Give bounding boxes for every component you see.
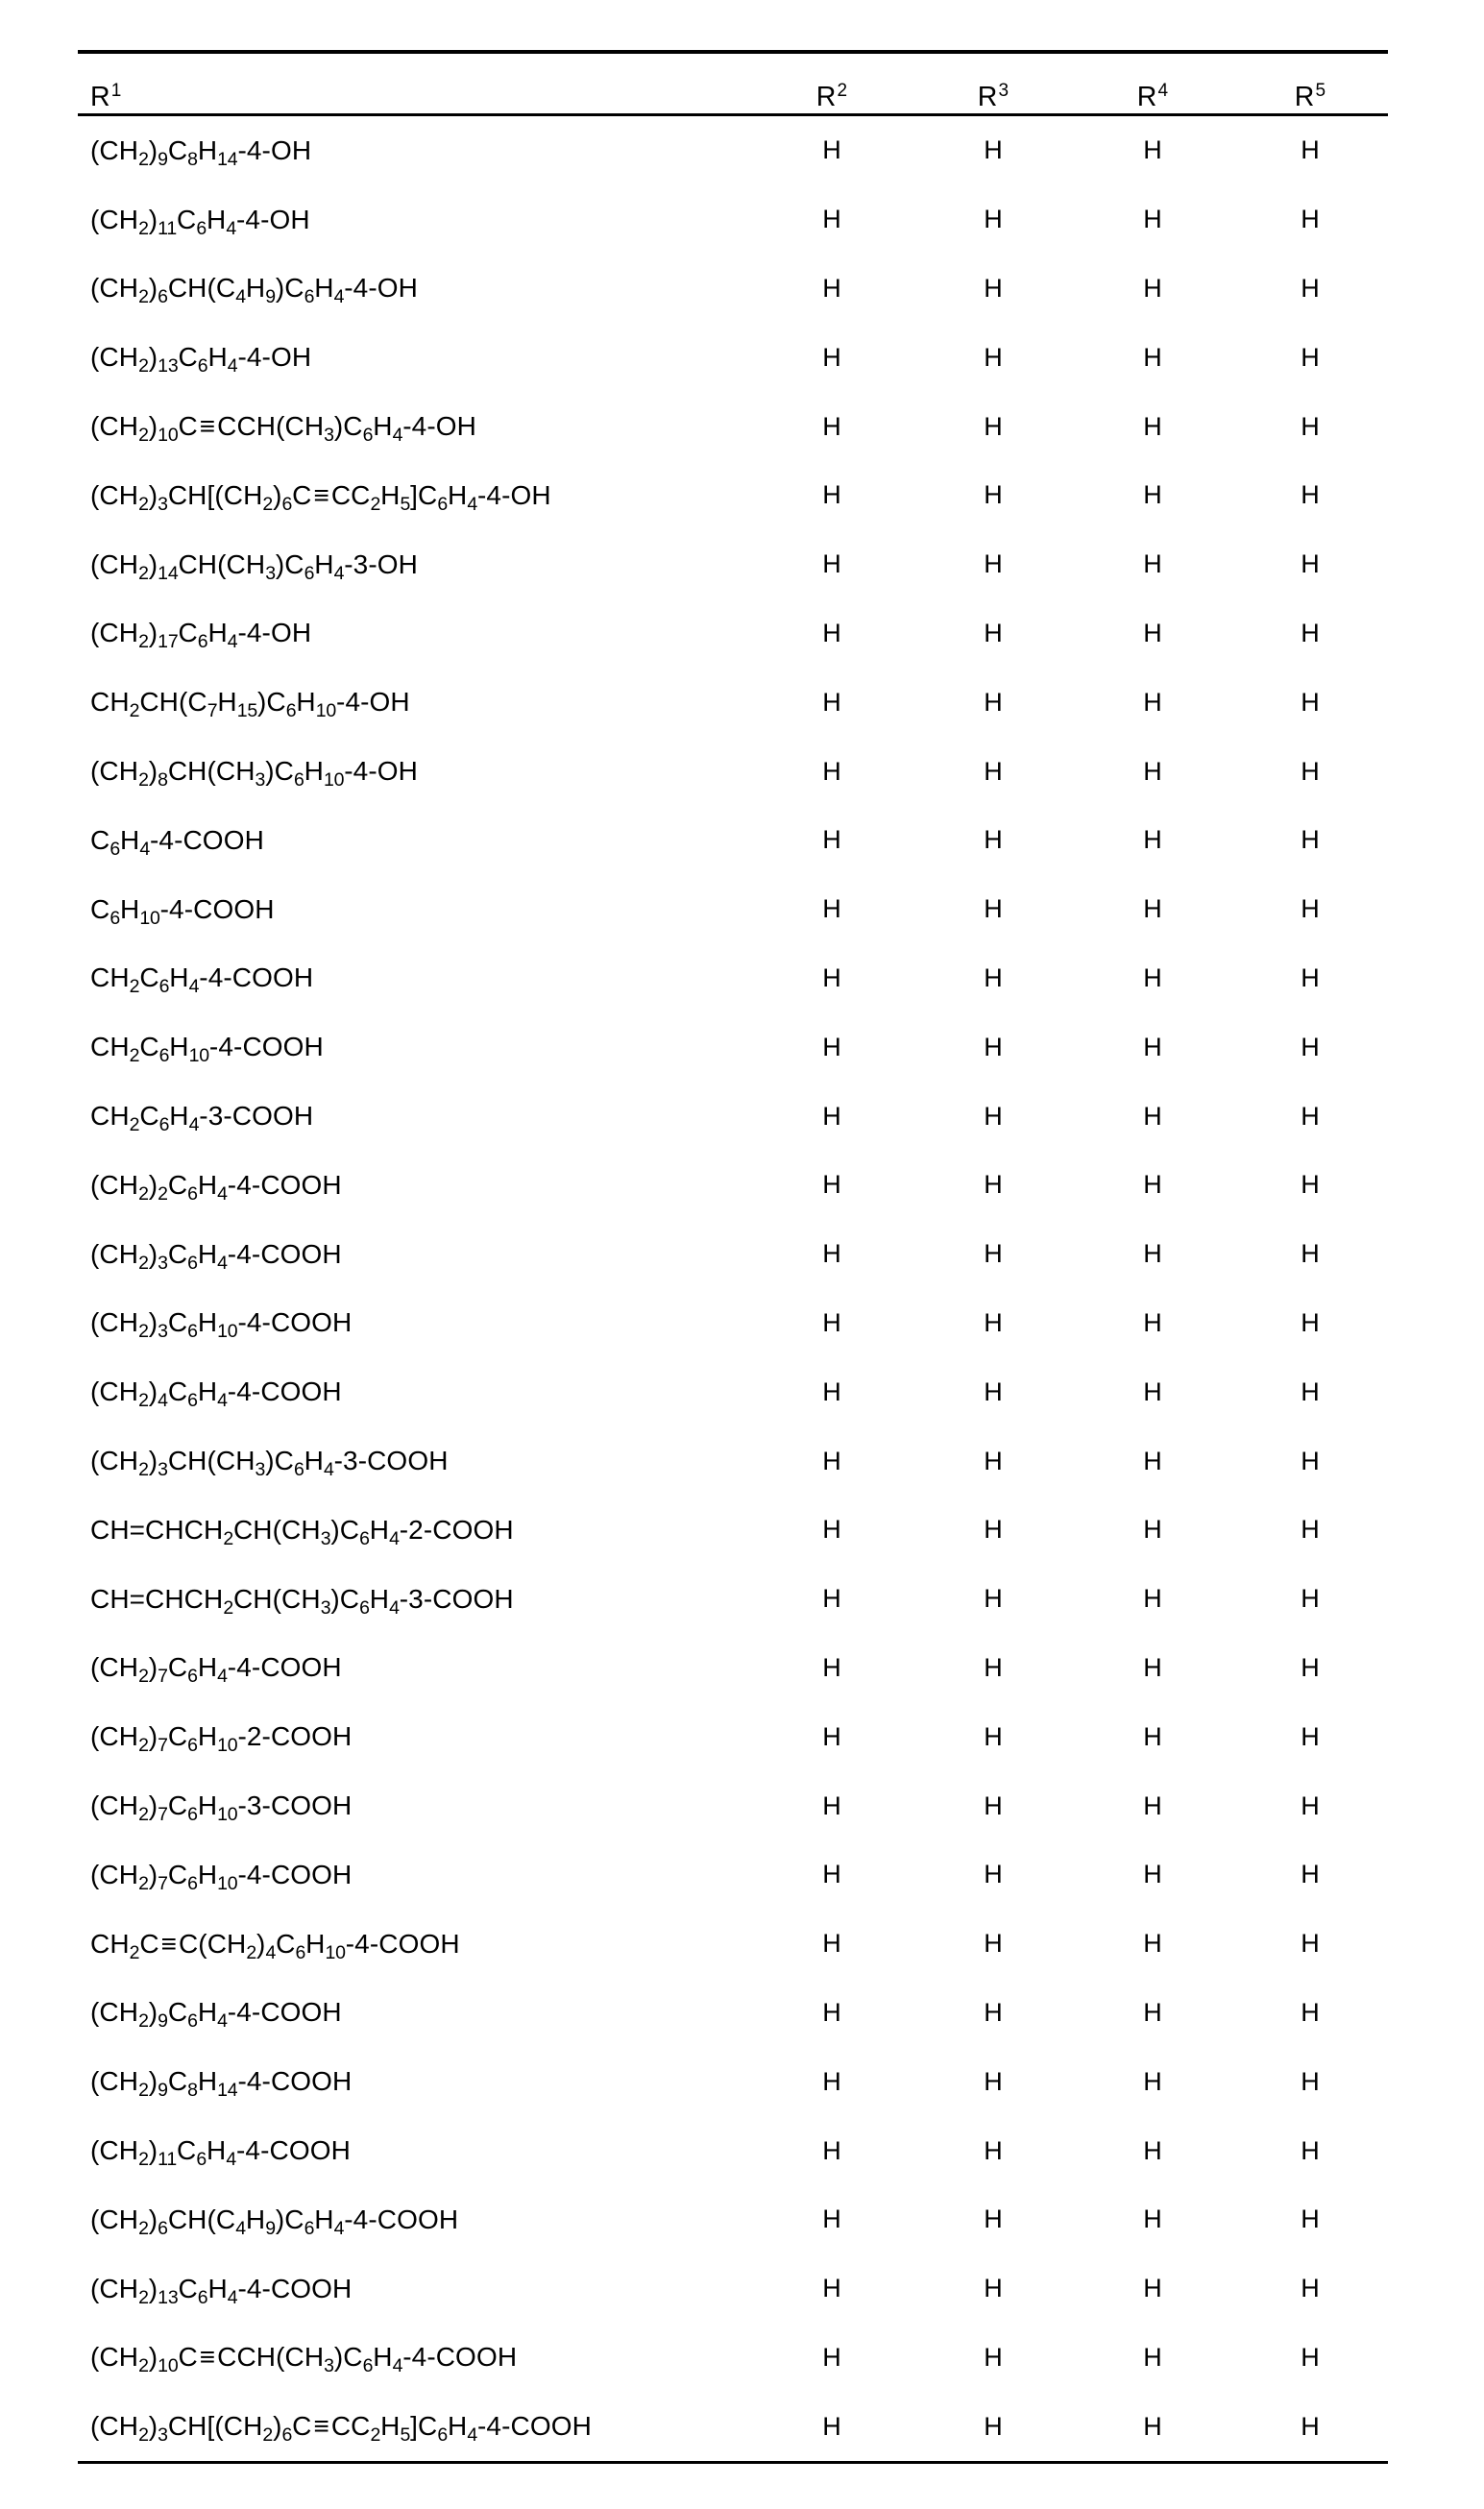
table-row	[78, 1702, 1388, 1771]
cell-r3: H	[984, 480, 1003, 510]
chemical-formula: $(CH_2)_{11}C_6H_4-4$-COOH	[90, 2135, 351, 2170]
cell-r4: H	[1143, 756, 1162, 786]
cell-r4: H	[1143, 549, 1162, 579]
cell-r4: H	[1143, 962, 1162, 992]
cell-r5: H	[1301, 687, 1320, 717]
table-header-row	[78, 54, 1388, 113]
chemical-formula: $CH=CHCH_2CH(CH_3)C_6H_4-2$-COOH	[90, 1514, 514, 1549]
cell-r2: H	[822, 411, 841, 441]
cell-r2: H	[822, 1101, 841, 1131]
cell-r5: H	[1301, 962, 1320, 992]
cell-r4: H	[1143, 687, 1162, 717]
cell-r4: H	[1143, 205, 1162, 234]
column-header-r2-label: $R^2$	[815, 80, 848, 112]
table-row	[78, 1634, 1388, 1703]
cell-r3: H	[984, 1032, 1003, 1061]
table-row	[78, 2392, 1388, 2461]
cell-r5: H	[1301, 1446, 1320, 1475]
cell-r2: H	[822, 756, 841, 786]
cell-r5: H	[1301, 1860, 1320, 1889]
chemical-formula: $(CH_2)_{13}C_6H_4-4$-COOH	[90, 2273, 353, 2308]
chemical-formula: $C_6H_4-4$-COOH	[90, 824, 264, 860]
cell-r1	[78, 323, 750, 392]
cell-r1	[78, 2324, 750, 2393]
cell-r3: H	[984, 1170, 1003, 1200]
cell-r4: H	[1143, 2342, 1162, 2372]
cell-r1	[78, 116, 750, 185]
chemical-formula: $(CH_2)_7C_6H_4-4$-COOH	[90, 1652, 342, 1688]
table-row	[78, 1840, 1388, 1910]
cell-r1	[78, 668, 750, 737]
cell-r1	[78, 737, 750, 806]
table-row	[78, 1910, 1388, 1979]
table-row	[78, 668, 1388, 737]
cell-r3: H	[984, 2274, 1003, 2303]
table-row	[78, 530, 1388, 599]
chemical-formula: $(CH_2)_{13}C_6H_4-4-OH$	[90, 342, 312, 378]
table-row	[78, 2324, 1388, 2393]
table-footer	[78, 2461, 1388, 2464]
cell-r2: H	[822, 962, 841, 992]
cell-r5: H	[1301, 205, 1320, 234]
cell-r4: H	[1143, 2205, 1162, 2234]
cell-r2: H	[822, 825, 841, 855]
table-row	[78, 806, 1388, 875]
cell-r2: H	[822, 2066, 841, 2096]
table-row	[78, 2047, 1388, 2116]
cell-r5: H	[1301, 825, 1320, 855]
cell-r3: H	[984, 1929, 1003, 1959]
cell-r1	[78, 1220, 750, 1289]
table-header	[78, 50, 1388, 116]
table-row	[78, 2185, 1388, 2254]
cell-r2: H	[822, 1446, 841, 1475]
cell-r1	[78, 1012, 750, 1082]
cell-r4: H	[1143, 1101, 1162, 1131]
table-bottom-rule	[78, 2461, 1388, 2464]
cell-r1	[78, 1771, 750, 1840]
chemical-formula: $(CH_2)_3CH(CH_3)C_6H_4-3$-COOH	[90, 1446, 449, 1481]
cell-r4: H	[1143, 480, 1162, 510]
cell-r4: H	[1143, 1929, 1162, 1959]
cell-r2: H	[822, 618, 841, 647]
cell-r5: H	[1301, 1721, 1320, 1751]
cell-r2: H	[822, 135, 841, 165]
cell-r3: H	[984, 342, 1003, 372]
cell-r4: H	[1143, 2274, 1162, 2303]
chemical-formula: $(CH_2)_{10}C\equiv CCH(CH_3)C_6H_4-4$-COOH	[90, 2342, 518, 2377]
table-row	[78, 737, 1388, 806]
table-row	[78, 1357, 1388, 1426]
cell-r1	[78, 1565, 750, 1634]
substituent-table	[78, 50, 1388, 2464]
cell-r2: H	[822, 1929, 841, 1959]
chemical-formula: $(CH_2)_{14}CH(CH_3)C_6H_4-3-OH$	[90, 548, 418, 584]
cell-r5: H	[1301, 618, 1320, 647]
column-header-r4-label: $R^4$	[1136, 80, 1169, 112]
cell-r4: H	[1143, 825, 1162, 855]
table-row	[78, 255, 1388, 324]
chemical-formula: $(CH_2)_{11}C_6H_4-4-OH$	[90, 204, 310, 239]
cell-r2: H	[822, 1376, 841, 1406]
table-row	[78, 461, 1388, 530]
header-superscript: 1	[110, 80, 122, 101]
cell-r4: H	[1143, 135, 1162, 165]
cell-r5: H	[1301, 480, 1320, 510]
cell-r3: H	[984, 1997, 1003, 2027]
chemical-formula: $(CH_2)_7C_6H_{10}-2$-COOH	[90, 1721, 353, 1757]
cell-r4: H	[1143, 1860, 1162, 1889]
cell-r5: H	[1301, 1170, 1320, 1200]
chemical-formula: $(CH_2)_6CH(C_4H_9)C_6H_4-4$-COOH	[90, 2204, 459, 2239]
cell-r2: H	[822, 273, 841, 303]
cell-r1	[78, 1979, 750, 2048]
cell-r5: H	[1301, 2411, 1320, 2441]
cell-r1	[78, 1496, 750, 1565]
column-header-r3	[913, 54, 1073, 113]
cell-r5: H	[1301, 1376, 1320, 1406]
cell-r5: H	[1301, 1239, 1320, 1269]
cell-r5: H	[1301, 1101, 1320, 1131]
cell-r2: H	[822, 1860, 841, 1889]
cell-r2: H	[822, 687, 841, 717]
cell-r3: H	[984, 825, 1003, 855]
cell-r3: H	[984, 205, 1003, 234]
cell-r1	[78, 2254, 750, 2324]
cell-r2: H	[822, 1584, 841, 1614]
cell-r4: H	[1143, 273, 1162, 303]
cell-r4: H	[1143, 618, 1162, 647]
cell-r3: H	[984, 756, 1003, 786]
cell-r3: H	[984, 273, 1003, 303]
cell-r5: H	[1301, 411, 1320, 441]
cell-r3: H	[984, 1101, 1003, 1131]
cell-r4: H	[1143, 2135, 1162, 2165]
cell-r3: H	[984, 618, 1003, 647]
chemical-formula: $(CH_2)_3CH[(CH_2)_6C\equiv CC_2H_5]C_6H_4-4$-COOH	[90, 2411, 592, 2447]
chemical-formula: $CH_2C_6H_4-3$-COOH	[90, 1101, 314, 1136]
cell-r5: H	[1301, 2135, 1320, 2165]
table-row	[78, 392, 1388, 461]
cell-r5: H	[1301, 894, 1320, 924]
cell-r4: H	[1143, 2066, 1162, 2096]
cell-r2: H	[822, 2411, 841, 2441]
cell-r1	[78, 875, 750, 944]
header-superscript: 5	[1315, 80, 1326, 101]
column-header-r1	[78, 54, 750, 113]
cell-r2: H	[822, 894, 841, 924]
cell-r5: H	[1301, 1515, 1320, 1545]
cell-r3: H	[984, 687, 1003, 717]
cell-r1	[78, 255, 750, 324]
table-row	[78, 944, 1388, 1013]
cell-r4: H	[1143, 1032, 1162, 1061]
table-row	[78, 2116, 1388, 2185]
table-row	[78, 116, 1388, 185]
cell-r3: H	[984, 894, 1003, 924]
cell-r5: H	[1301, 2205, 1320, 2234]
cell-r5: H	[1301, 342, 1320, 372]
cell-r5: H	[1301, 1790, 1320, 1820]
chemical-formula: $(CH_2)_4C_6H_4-4$-COOH	[90, 1376, 342, 1412]
table-row	[78, 1565, 1388, 1634]
cell-r4: H	[1143, 894, 1162, 924]
table-row	[78, 2254, 1388, 2324]
cell-r4: H	[1143, 1584, 1162, 1614]
cell-r5: H	[1301, 1307, 1320, 1337]
cell-r4: H	[1143, 411, 1162, 441]
cell-r4: H	[1143, 1790, 1162, 1820]
chemical-formula: $CH_2C_6H_4-4$-COOH	[90, 962, 314, 998]
cell-r5: H	[1301, 135, 1320, 165]
cell-r1	[78, 1357, 750, 1426]
cell-r4: H	[1143, 1239, 1162, 1269]
chemical-formula: $(CH_2)_9C_8H_{14}-4$-COOH	[90, 2066, 353, 2102]
cell-r1	[78, 1910, 750, 1979]
table-row	[78, 1289, 1388, 1358]
cell-r4: H	[1143, 1652, 1162, 1682]
chemical-formula: $C_6H_{10}-4$-COOH	[90, 893, 275, 929]
cell-r5: H	[1301, 1997, 1320, 2027]
cell-r1	[78, 2392, 750, 2461]
cell-r1	[78, 944, 750, 1013]
chemical-formula: $(CH_2)_3CH[(CH_2)_6C\equiv CC_2H_5]C_6H_4-4-OH$	[90, 479, 551, 515]
cell-r2: H	[822, 1307, 841, 1337]
header-superscript: 4	[1157, 80, 1169, 101]
cell-r1	[78, 1634, 750, 1703]
cell-r2: H	[822, 1515, 841, 1545]
chemical-formula: $CH_2C_6H_{10}-4$-COOH	[90, 1032, 324, 1067]
cell-r1	[78, 2047, 750, 2116]
cell-r3: H	[984, 411, 1003, 441]
cell-r1	[78, 392, 750, 461]
horizontal-rule	[78, 2461, 1388, 2464]
cell-r3: H	[984, 135, 1003, 165]
chemical-formula: $(CH_2)_9C_6H_4-4$-COOH	[90, 1997, 342, 2033]
cell-r5: H	[1301, 1652, 1320, 1682]
table-row	[78, 185, 1388, 255]
table-body	[78, 116, 1388, 2461]
column-header-r3-label: $R^3$	[977, 80, 1010, 112]
cell-r5: H	[1301, 2274, 1320, 2303]
cell-r5: H	[1301, 1032, 1320, 1061]
cell-r1	[78, 530, 750, 599]
cell-r3: H	[984, 1721, 1003, 1751]
table-row	[78, 1220, 1388, 1289]
cell-r3: H	[984, 1239, 1003, 1269]
cell-r5: H	[1301, 273, 1320, 303]
column-header-r4	[1073, 54, 1232, 113]
cell-r3: H	[984, 2205, 1003, 2234]
cell-r2: H	[822, 549, 841, 579]
cell-r2: H	[822, 1652, 841, 1682]
cell-r4: H	[1143, 1515, 1162, 1545]
chemical-formula: $CH_2CH(C_7H_{15})C_6H_{10}-4-OH$	[90, 687, 410, 722]
cell-r1	[78, 1702, 750, 1771]
cell-r1	[78, 599, 750, 669]
cell-r4: H	[1143, 1721, 1162, 1751]
cell-r2: H	[822, 342, 841, 372]
chemical-formula: $(CH_2)_2C_6H_4-4$-COOH	[90, 1169, 342, 1205]
cell-r4: H	[1143, 1997, 1162, 2027]
cell-r5: H	[1301, 1584, 1320, 1614]
cell-r1	[78, 1082, 750, 1151]
cell-r3: H	[984, 1376, 1003, 1406]
table-row	[78, 1771, 1388, 1840]
chemical-formula: $(CH_2)_{10}C\equiv CCH(CH_3)C_6H_4-4-OH$	[90, 411, 476, 447]
table-row	[78, 599, 1388, 669]
cell-r2: H	[822, 1790, 841, 1820]
cell-r1	[78, 185, 750, 255]
cell-r2: H	[822, 2274, 841, 2303]
cell-r5: H	[1301, 549, 1320, 579]
cell-r1	[78, 2116, 750, 2185]
cell-r4: H	[1143, 1446, 1162, 1475]
cell-r2: H	[822, 1170, 841, 1200]
chemical-formula: $(CH_2)_8CH(CH_3)C_6H_{10}-4-OH$	[90, 756, 418, 792]
cell-r2: H	[822, 2205, 841, 2234]
cell-r4: H	[1143, 2411, 1162, 2441]
cell-r4: H	[1143, 1170, 1162, 1200]
chemical-formula: $(CH_2)_9C_8H_{14}-4-OH$	[90, 134, 312, 170]
cell-r2: H	[822, 1032, 841, 1061]
cell-r2: H	[822, 1239, 841, 1269]
cell-r3: H	[984, 2411, 1003, 2441]
cell-r5: H	[1301, 756, 1320, 786]
chemical-formula: $CH=CHCH_2CH(CH_3)C_6H_4-3$-COOH	[90, 1583, 514, 1619]
column-header-r1-label: $R^1$	[90, 80, 122, 112]
cell-r1	[78, 461, 750, 530]
cell-r3: H	[984, 1860, 1003, 1889]
chemical-formula: $(CH_2)_7C_6H_{10}-4$-COOH	[90, 1859, 353, 1894]
table-row	[78, 1979, 1388, 2048]
chemical-formula: $(CH_2)_7C_6H_{10}-3$-COOH	[90, 1790, 353, 1826]
cell-r5: H	[1301, 1929, 1320, 1959]
header-superscript: 3	[998, 80, 1010, 101]
cell-r1	[78, 2185, 750, 2254]
cell-r3: H	[984, 1307, 1003, 1337]
cell-r4: H	[1143, 342, 1162, 372]
table-row	[78, 1151, 1388, 1220]
chemical-formula: $(CH_2)_3C_6H_{10}-4$-COOH	[90, 1307, 353, 1343]
cell-r3: H	[984, 2066, 1003, 2096]
table-row	[78, 875, 1388, 944]
cell-r2: H	[822, 2342, 841, 2372]
cell-r1	[78, 806, 750, 875]
cell-r1	[78, 1151, 750, 1220]
column-header-r2	[750, 54, 913, 113]
cell-r2: H	[822, 2135, 841, 2165]
cell-r3: H	[984, 962, 1003, 992]
column-header-r5-label: $R^5$	[1294, 80, 1326, 112]
cell-r3: H	[984, 549, 1003, 579]
chemical-formula: $(CH_2)_{17}C_6H_4-4-OH$	[90, 618, 312, 653]
chemical-formula: $CH_2C\equiv C(CH_2)_4C_6H_{10}-4$-COOH	[90, 1928, 460, 1963]
cell-r1	[78, 1840, 750, 1910]
header-superscript: 2	[837, 80, 848, 101]
cell-r2: H	[822, 205, 841, 234]
cell-r3: H	[984, 1790, 1003, 1820]
table-row	[78, 1082, 1388, 1151]
table-row	[78, 323, 1388, 392]
cell-r3: H	[984, 1446, 1003, 1475]
cell-r5: H	[1301, 2066, 1320, 2096]
table-row	[78, 1012, 1388, 1082]
cell-r3: H	[984, 2342, 1003, 2372]
cell-r5: H	[1301, 2342, 1320, 2372]
cell-r3: H	[984, 1584, 1003, 1614]
column-header-r5	[1232, 54, 1388, 113]
cell-r2: H	[822, 1721, 841, 1751]
cell-r3: H	[984, 1515, 1003, 1545]
cell-r1	[78, 1426, 750, 1496]
table-row	[78, 1496, 1388, 1565]
chemical-formula: $(CH_2)_3C_6H_4-4$-COOH	[90, 1238, 342, 1274]
table-row	[78, 1426, 1388, 1496]
cell-r3: H	[984, 2135, 1003, 2165]
cell-r2: H	[822, 480, 841, 510]
cell-r4: H	[1143, 1376, 1162, 1406]
cell-r3: H	[984, 1652, 1003, 1682]
cell-r1	[78, 1289, 750, 1358]
cell-r2: H	[822, 1997, 841, 2027]
cell-r4: H	[1143, 1307, 1162, 1337]
chemical-formula: $(CH_2)_6CH(C_4H_9)C_6H_4-4-OH$	[90, 273, 418, 308]
